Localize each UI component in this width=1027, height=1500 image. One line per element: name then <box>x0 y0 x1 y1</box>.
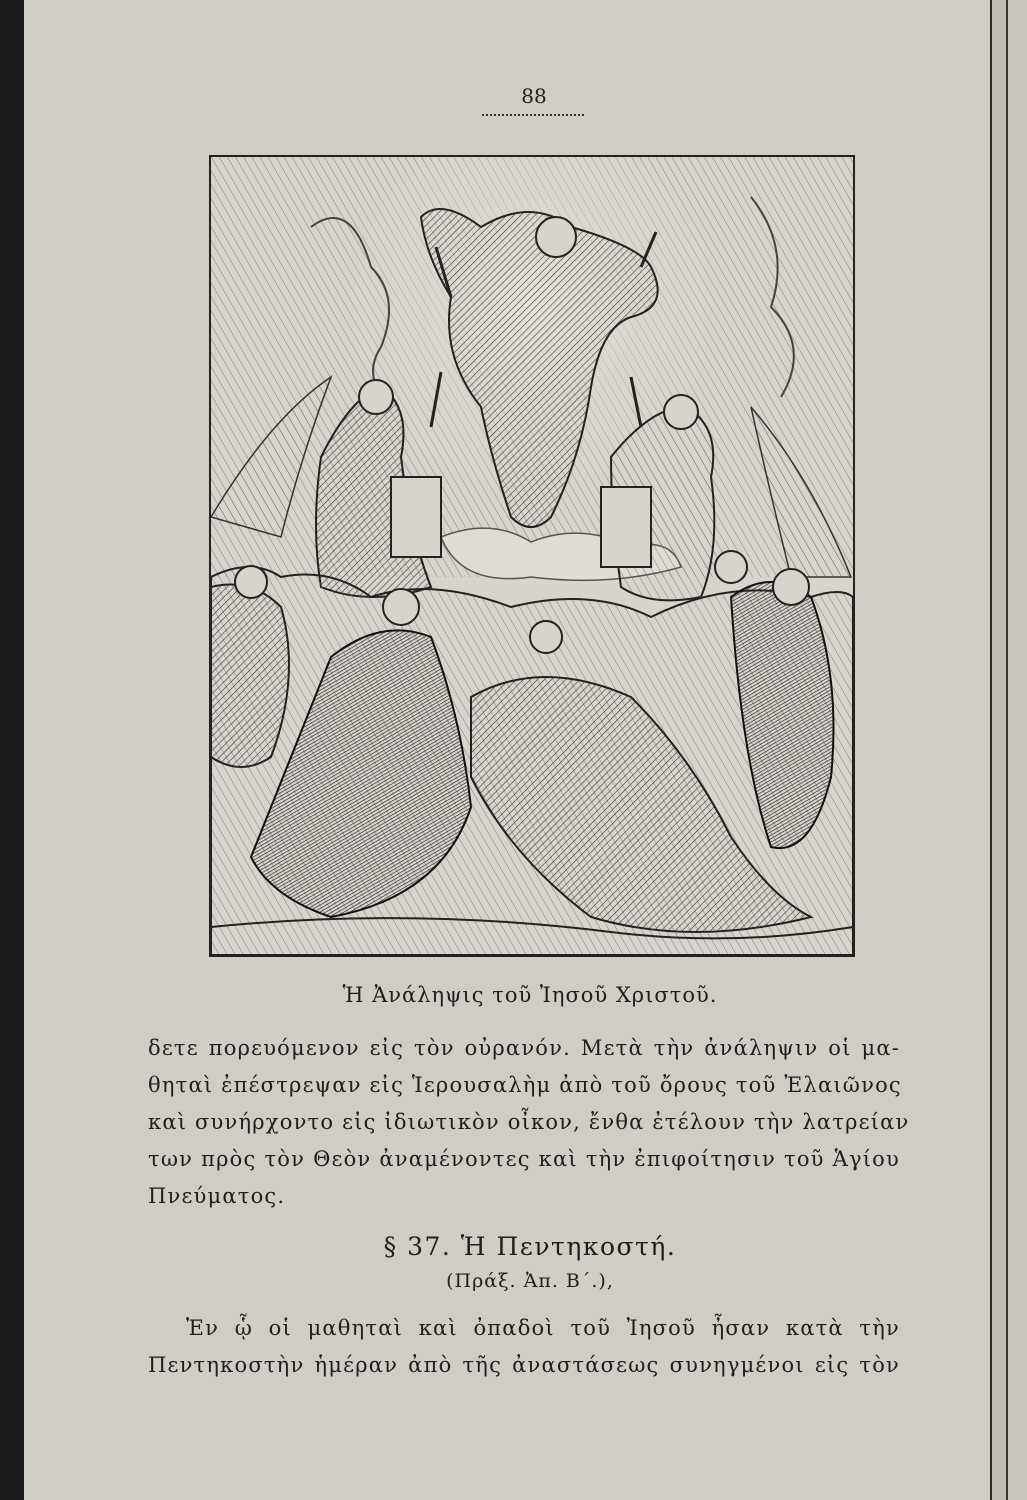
text-line: των πρὸς τὸν Θεὸν ἀναμένοντες καὶ τὴν ἐπιφοίτησιν τοῦ Ἁγίου <box>148 1147 900 1171</box>
ascension-engraving <box>209 155 855 957</box>
illustration-caption: Ἡ Ἀνάληψις τοῦ Ἰησοῦ Χριστοῦ. <box>342 983 718 1007</box>
paragraph-2 <box>148 1310 900 1384</box>
page-edge-outer <box>1006 0 1027 1500</box>
page-number: 88 <box>521 84 547 108</box>
text-line: Πεντηκοστὴν ἡμέραν ἀπὸ τῆς ἀναστάσεως συνηγμένοι εἰς τὸν <box>148 1353 900 1377</box>
text-line: καὶ συνήρχοντο εἰς ἰδιωτικὸν οἶκον, ἔνθα ἐτέλουν τὴν λατρείαν <box>148 1110 910 1134</box>
text-line: Πνεύματος. <box>148 1184 286 1208</box>
engraving-drawing <box>211 157 853 955</box>
page-number-rule <box>482 114 584 116</box>
text-line: Ἐν ᾧ οἱ μαθηταὶ καὶ ὀπαδοὶ τοῦ Ἰησοῦ ἦσαν κατὰ τὴν <box>186 1316 900 1340</box>
page-edge <box>990 0 1006 1500</box>
paragraph-1 <box>148 1030 910 1215</box>
section-title: § 37. Ἡ Πεντηκοστή. <box>383 1232 677 1261</box>
section-reference: (Πράξ. Ἀπ. Β΄.), <box>446 1270 614 1292</box>
text-line: δετε πορευόμενον εἰς τὸν οὐρανόν. Μετὰ τὴν ἀνάληψιν οἱ μα- <box>148 1036 900 1060</box>
text-line: θηταὶ ἐπέστρεψαν εἰς Ἱερουσαλὴμ ἀπὸ τοῦ ὄρους τοῦ Ἐλαιῶνος <box>148 1073 902 1097</box>
